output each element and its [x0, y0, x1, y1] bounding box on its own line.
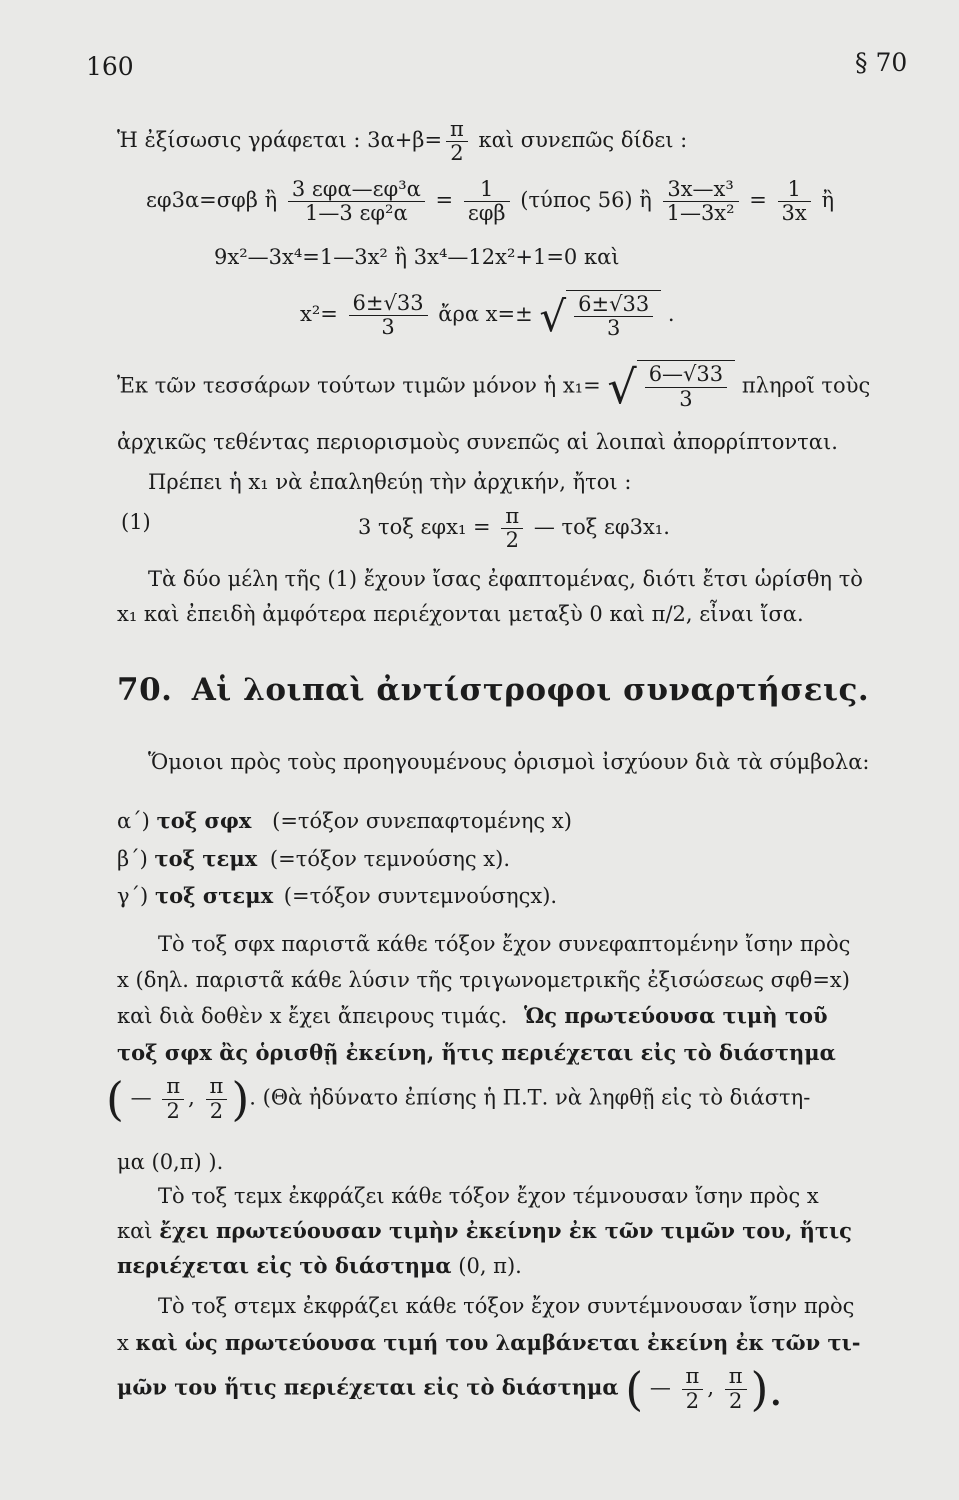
page-number: 160: [86, 52, 134, 81]
interval-expression: ( — $\frac{\pi}{2}$ , $\frac{\pi}{2}$ ). (Θὰ ἠδύνατο ἐπίσης ἡ Π.Τ. νὰ ληφθῇ εἰς τὸ διάστη-: [106, 1072, 811, 1126]
section-heading: [117, 672, 869, 708]
equation-intro-text: Ἡ ἐξίσωσις γράφεται : 3α+β=: [117, 128, 443, 153]
text-line: μῶν του ἥτις περιέχεται εἰς τὸ διάστημα ( — $\frac{\pi}{2}$ , $\frac{\pi}{2}$ ).: [117, 1362, 784, 1416]
definition-item: α΄) τοξ σφx (=τόξον συνεπαφτομένης x): [117, 808, 572, 833]
definition-item: β΄) τοξ τεμx (=τόξον τεμνούσης x).: [117, 846, 510, 871]
text-line: x₁ καὶ ἐπειδὴ ἀμφότερα περιέχονται μεταξὺ 0 καὶ π/2, εἶναι ἴσα.: [117, 602, 804, 626]
fraction: $\frac{1}{3x}$: [778, 178, 811, 225]
square-root: √ $\frac{6—√33}{3}$: [607, 360, 735, 414]
equation-5: Ἐκ τῶν τεσσάρων τούτων τιμῶν μόνον ἡ x₁= √ $\frac{6—√33}{3}$ πληροῖ τοὺς: [117, 360, 871, 414]
text-line: Πρέπει ἡ x₁ νὰ ἐπαληθεύῃ τὴν ἀρχικήν, ἤτοι :: [148, 470, 632, 494]
equation-2: εφ3α=σφβ ἢ $\frac{\text{3 εφα—εφ³α}}{\text{1—3 εφ²α}}$ = $\frac{1}{\text{εφβ}}$ (τύπος 56) ἢ $\frac{\text{3x—x³}}{\text{1—3x²}}$ = $\frac{1}{3x}$ ἢ: [146, 177, 835, 226]
text-line: Τὸ τοξ σφx παριστᾶ κάθε τόξον ἔχον συνεφαπτομένην ἴσην πρὸς: [158, 932, 851, 956]
equation-label: (1): [121, 510, 151, 534]
text-line: x καὶ ὡς πρωτεύουσα τιμή του λαμβάνεται ἐκείνη ἐκ τῶν τι-: [117, 1330, 861, 1355]
text-line: καὶ ἔχει πρωτεύουσαν τιμὴν ἐκείνην ἐκ τῶν τιμῶν του, ἥτις: [117, 1218, 852, 1243]
equation-8: 3 τοξ εφx₁ = $\frac{\pi}{2}$ — τοξ εφ3x₁.: [358, 504, 670, 553]
definition-item: γ΄) τοξ στεμx (=τόξον συντεμνούσηςx).: [117, 883, 558, 908]
text-line: Ὅμοιοι πρὸς τοὺς προηγουμένους ὁρισμοὶ ἰσχύουν διὰ τὰ σύμβολα:: [148, 750, 870, 774]
text-line: ἀρχικῶς τεθέντας περιορισμοὺς συνεπῶς αἱ λοιπαὶ ἀπορρίπτονται.: [117, 430, 838, 454]
text-line: Τὸ τοξ τεμx ἐκφράζει κάθε τόξον ἔχον τέμνουσαν ἴσην πρὸς x: [158, 1184, 819, 1208]
fraction: $\frac{6\pm√33}{3}$: [349, 292, 428, 339]
equation-intro: [117, 118, 687, 165]
fraction: $\frac{1}{\text{εφβ}}$: [464, 178, 510, 225]
section-number: 70.: [117, 672, 173, 708]
fraction: $\frac{\pi}{2}$: [725, 1365, 747, 1412]
fraction: $\frac{\pi}{2}$: [501, 505, 523, 552]
fraction: $\frac{\text{3 εφα—εφ³α}}{\text{1—3 εφ²α}}$: [288, 178, 425, 225]
equation-3: 9x²—3x⁴=1—3x² ἢ 3x⁴—12x²+1=0 καὶ: [214, 245, 620, 269]
fraction: $\frac{\pi}{2}$: [446, 118, 468, 165]
fraction: $\frac{\text{3x—x³}}{\text{1—3x²}}$: [663, 178, 739, 225]
text-line: τοξ σφx ἂς ὁρισθῇ ἐκείνη, ἥτις περιέχεται εἰς τὸ διάστημα: [117, 1040, 836, 1065]
equation-4: x²= $\frac{6\pm√33}{3}$ ἄρα x=± √ $\frac{6\pm√33}{3}$ .: [300, 290, 675, 342]
section-ref: § 70: [855, 48, 908, 77]
text-line: Τὰ δύο μέλη τῆς (1) ἔχουν ἴσας ἐφαπτομένας, διότι ἔτσι ὡρίσθη τὸ: [148, 567, 863, 591]
fraction: $\frac{\pi}{2}$: [682, 1365, 704, 1412]
section-title: Αἱ λοιπαὶ ἀντίστροφοι συναρτήσεις.: [191, 672, 870, 708]
text-line: μα (0,π) ).: [117, 1150, 224, 1174]
fraction: $\frac{\pi}{2}$: [206, 1075, 228, 1122]
text-line: καὶ διὰ δοθὲν x ἔχει ἄπειρους τιμάς. Ὡς πρωτεύουσα τιμὴ τοῦ: [117, 1003, 828, 1028]
text-line: x (δηλ. παριστᾶ κάθε λύσιν τῆς τριγωνομετρικῆς ἐξισώσεως σφθ=x): [117, 968, 850, 992]
square-root: √ $\frac{6\pm√33}{3}$: [539, 290, 661, 341]
text-line: Τὸ τοξ στεμx ἐκφράζει κάθε τόξον ἔχον συντέμνουσαν ἴσην πρὸς: [158, 1294, 855, 1318]
fraction: $\frac{\pi}{2}$: [162, 1075, 184, 1122]
equation-intro-after: καὶ συνεπῶς δίδει :: [478, 128, 688, 153]
text-line: περιέχεται εἰς τὸ διάστημα (0, π).: [117, 1253, 522, 1278]
